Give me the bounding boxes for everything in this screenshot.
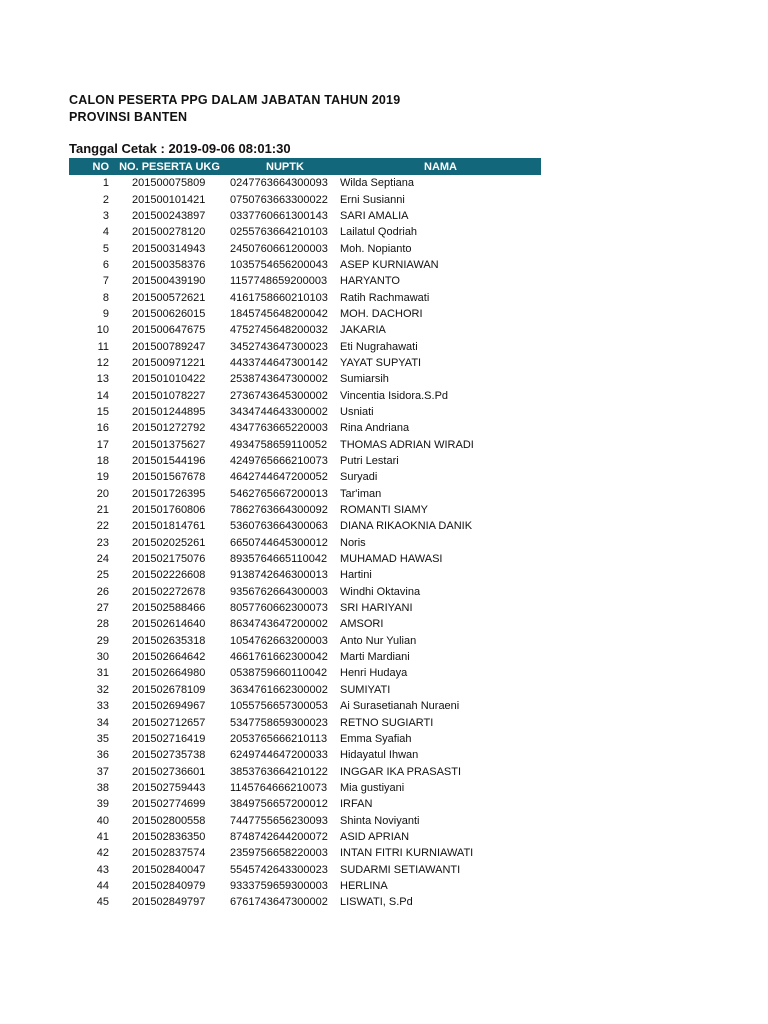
row-name: MOH. DACHORI	[340, 307, 423, 320]
row-nuptk: 3853763664210122	[230, 765, 328, 778]
table-row	[69, 845, 541, 861]
row-ukg-number: 201502226608	[132, 569, 206, 582]
row-ukg-number: 201502588466	[132, 602, 206, 615]
table-row	[69, 861, 541, 877]
row-name: SARI AMALIA	[340, 209, 409, 222]
row-ukg-number: 201502800558	[132, 814, 206, 827]
row-name: SUMIYATI	[340, 683, 391, 696]
row-ukg-number: 201500101421	[132, 193, 206, 206]
row-number: 2	[102, 193, 109, 206]
row-ukg-number: 201500626015	[132, 307, 206, 320]
row-nuptk: 0750763663300022	[230, 193, 328, 206]
row-nuptk: 3849756657200012	[230, 798, 328, 811]
row-name: RETNO SUGIARTI	[340, 716, 434, 729]
row-number: 22	[96, 520, 109, 533]
row-ukg-number: 201500243897	[132, 209, 206, 222]
row-name: JAKARIA	[340, 324, 386, 337]
row-name: THOMAS ADRIAN WIRADI	[340, 438, 474, 451]
document-title: CALON PESERTA PPG DALAM JABATAN TAHUN 2019	[69, 93, 401, 107]
row-nuptk: 2053765666210113	[230, 732, 328, 745]
row-nuptk: 6761743647300002	[230, 896, 328, 909]
row-number: 39	[96, 798, 109, 811]
row-name: Usniati	[340, 405, 374, 418]
row-number: 19	[96, 471, 109, 484]
row-nuptk: 4752745648200032	[230, 324, 328, 337]
row-number: 4	[102, 226, 109, 239]
row-nuptk: 9138742646300013	[230, 569, 328, 582]
row-ukg-number: 201502774699	[132, 798, 206, 811]
row-nuptk: 6650744645300012	[230, 536, 328, 549]
row-nuptk: 8634743647200002	[230, 618, 328, 631]
row-ukg-number: 201502694967	[132, 700, 206, 713]
row-nuptk: 4934758659110052	[230, 438, 328, 451]
row-number: 1	[102, 177, 109, 190]
row-nuptk: 4249765666210073	[230, 455, 328, 468]
row-nuptk: 3634761662300002	[230, 683, 328, 696]
row-ukg-number: 201501272792	[132, 422, 206, 435]
row-ukg-number: 201502025261	[132, 536, 206, 549]
row-name: SRI HARIYANI	[340, 602, 413, 615]
row-ukg-number: 201500314943	[132, 242, 206, 255]
table-row	[69, 306, 541, 322]
row-nuptk: 5545742643300023	[230, 863, 328, 876]
row-number: 17	[96, 438, 109, 451]
row-number: 23	[96, 536, 109, 549]
table-row	[69, 175, 541, 191]
row-number: 15	[96, 405, 109, 418]
row-ukg-number: 201502664980	[132, 667, 206, 680]
row-number: 9	[102, 307, 109, 320]
row-nuptk: 5360763664300063	[230, 520, 328, 533]
table-row	[69, 698, 541, 714]
row-name: Hidayatul Ihwan	[340, 749, 419, 762]
table-row	[69, 453, 541, 469]
row-ukg-number: 201502836350	[132, 830, 206, 843]
row-number: 27	[96, 602, 109, 615]
row-nuptk: 2450760661200003	[230, 242, 328, 255]
row-number: 12	[96, 356, 109, 369]
table-row	[69, 404, 541, 420]
row-name: HARYANTO	[340, 275, 400, 288]
column-header-nama: NAMA	[340, 158, 541, 175]
row-nuptk: 2359756658220003	[230, 847, 328, 860]
row-number: 29	[96, 634, 109, 647]
row-ukg-number: 201500971221	[132, 356, 206, 369]
table-row	[69, 584, 541, 600]
row-ukg-number: 201501375627	[132, 438, 206, 451]
table-row	[69, 894, 541, 910]
row-number: 18	[96, 455, 109, 468]
row-number: 36	[96, 749, 109, 762]
row-number: 8	[102, 291, 109, 304]
row-ukg-number: 201501244895	[132, 405, 206, 418]
row-number: 5	[102, 242, 109, 255]
row-nuptk: 4433744647300142	[230, 356, 328, 369]
table-row	[69, 289, 541, 305]
row-name: Wilda Septiana	[340, 177, 414, 190]
row-number: 25	[96, 569, 109, 582]
row-number: 31	[96, 667, 109, 680]
row-nuptk: 6249744647200033	[230, 749, 328, 762]
row-number: 26	[96, 585, 109, 598]
table-row	[69, 682, 541, 698]
row-number: 11	[97, 340, 109, 353]
row-number: 43	[96, 863, 109, 876]
table-row	[69, 763, 541, 779]
row-name: Noris	[340, 536, 366, 549]
row-number: 35	[96, 732, 109, 745]
row-name: Suryadi	[340, 471, 378, 484]
row-nuptk: 4347763665220003	[230, 422, 328, 435]
row-name: Emma Syafiah	[340, 732, 412, 745]
table-row	[69, 616, 541, 632]
row-ukg-number: 201501567678	[132, 471, 206, 484]
participant-table	[69, 158, 541, 910]
row-nuptk: 0337760661300143	[230, 209, 328, 222]
row-number: 30	[96, 651, 109, 664]
row-ukg-number: 201502664642	[132, 651, 206, 664]
table-row	[69, 437, 541, 453]
row-number: 20	[96, 487, 109, 500]
row-number: 13	[96, 373, 109, 386]
row-nuptk: 1157748659200003	[230, 275, 328, 288]
row-ukg-number: 201502716419	[132, 732, 206, 745]
row-name: Eti Nugrahawati	[340, 340, 418, 353]
row-number: 40	[96, 814, 109, 827]
row-nuptk: 1845745648200042	[230, 307, 328, 320]
row-ukg-number: 201501010422	[132, 373, 206, 386]
row-ukg-number: 201500075809	[132, 177, 206, 190]
table-row	[69, 338, 541, 354]
header-row	[69, 158, 541, 175]
row-nuptk: 2538743647300002	[230, 373, 328, 386]
row-number: 3	[102, 209, 109, 222]
table-row	[69, 780, 541, 796]
row-nuptk: 0538759660110042	[230, 667, 328, 680]
row-ukg-number: 201502735738	[132, 749, 206, 762]
table-row	[69, 829, 541, 845]
row-nuptk: 1145764666210073	[230, 781, 328, 794]
row-number: 21	[96, 504, 109, 517]
row-ukg-number: 201502678109	[132, 683, 206, 696]
row-name: LISWATI, S.Pd	[340, 896, 413, 909]
row-name: Erni Susianni	[340, 193, 405, 206]
table-row	[69, 812, 541, 828]
column-header-no: NO	[69, 158, 109, 175]
row-number: 34	[96, 716, 109, 729]
print-date: Tanggal Cetak : 2019-09-06 08:01:30	[69, 141, 291, 156]
row-ukg-number: 201502849797	[132, 896, 206, 909]
table-row	[69, 600, 541, 616]
row-nuptk: 9356762664300003	[230, 585, 328, 598]
table-row	[69, 273, 541, 289]
row-ukg-number: 201501726395	[132, 487, 206, 500]
row-nuptk: 4642744647200052	[230, 471, 328, 484]
row-nuptk: 4161758660210103	[230, 291, 328, 304]
column-header-ukg: NO. PESERTA UKG	[109, 158, 230, 175]
row-nuptk: 8935764665110042	[230, 553, 328, 566]
row-number: 14	[96, 389, 109, 402]
row-nuptk: 9333759659300003	[230, 879, 328, 892]
document-subtitle: PROVINSI BANTEN	[69, 110, 188, 124]
row-nuptk: 0255763664210103	[230, 226, 328, 239]
table-row	[69, 322, 541, 338]
row-nuptk: 1054762663200003	[230, 634, 328, 647]
row-ukg-number: 201502736601	[132, 765, 206, 778]
row-name: Sumiarsih	[340, 373, 389, 386]
row-name: Windhi Oktavina	[340, 585, 421, 598]
row-number: 32	[96, 683, 109, 696]
table-row	[69, 469, 541, 485]
row-name: Vincentia Isidora.S.Pd	[340, 389, 449, 402]
row-ukg-number: 201502175076	[132, 553, 206, 566]
row-nuptk: 3434744643300002	[230, 405, 328, 418]
table-row	[69, 747, 541, 763]
row-ukg-number: 201500278120	[132, 226, 206, 239]
row-name: Lailatul Qodriah	[340, 226, 418, 239]
row-number: 44	[96, 879, 109, 892]
row-name: Marti Mardiani	[340, 651, 410, 664]
table-body	[69, 175, 541, 910]
table-row	[69, 665, 541, 681]
row-ukg-number: 201500358376	[132, 258, 206, 271]
row-name: ASEP KURNIAWAN	[340, 258, 439, 271]
table-row	[69, 518, 541, 534]
row-name: AMSORI	[340, 618, 384, 631]
row-name: Tar'iman	[340, 487, 382, 500]
row-name: Henri Hudaya	[340, 667, 408, 680]
row-name: Anto Nur Yulian	[340, 634, 417, 647]
row-name: Rina Andriana	[340, 422, 410, 435]
table-header	[69, 158, 541, 175]
table-row	[69, 224, 541, 240]
row-nuptk: 2736743645300002	[230, 389, 328, 402]
table-row	[69, 502, 541, 518]
row-name: YAYAT SUPYATI	[340, 356, 422, 369]
table-row	[69, 420, 541, 436]
table-row	[69, 240, 541, 256]
table-row	[69, 257, 541, 273]
row-name: SUDARMI SETIAWANTI	[340, 863, 461, 876]
table-row	[69, 878, 541, 894]
row-nuptk: 7447755656230093	[230, 814, 328, 827]
row-number: 6	[102, 258, 109, 271]
row-ukg-number: 201502635318	[132, 634, 206, 647]
row-number: 41	[96, 830, 109, 843]
table-row	[69, 191, 541, 207]
row-name: ASID APRIAN	[340, 830, 410, 843]
table-row	[69, 714, 541, 730]
row-ukg-number: 201500439190	[132, 275, 206, 288]
row-ukg-number: 201501078227	[132, 389, 206, 402]
row-ukg-number: 201502840979	[132, 879, 206, 892]
row-name: MUHAMAD HAWASI	[340, 553, 443, 566]
row-nuptk: 5462765667200013	[230, 487, 328, 500]
row-ukg-number: 201502614640	[132, 618, 206, 631]
table-row	[69, 387, 541, 403]
row-name: INGGAR IKA PRASASTI	[340, 765, 462, 778]
row-number: 28	[96, 618, 109, 631]
row-ukg-number: 201502712657	[132, 716, 206, 729]
row-nuptk: 8057760662300073	[230, 602, 328, 615]
row-ukg-number: 201500647675	[132, 324, 206, 337]
row-number: 33	[96, 700, 109, 713]
row-number: 38	[96, 781, 109, 794]
row-number: 10	[96, 324, 109, 337]
table-row	[69, 535, 541, 551]
row-nuptk: 1035754656200043	[230, 258, 328, 271]
table-row	[69, 551, 541, 567]
row-nuptk: 4661761662300042	[230, 651, 328, 664]
row-nuptk: 7862763664300092	[230, 504, 328, 517]
row-ukg-number: 201502840047	[132, 863, 206, 876]
column-header-nuptk: NUPTK	[230, 158, 340, 175]
row-name: INTAN FITRI KURNIAWATI	[340, 847, 474, 860]
row-ukg-number: 201501760806	[132, 504, 206, 517]
table-row	[69, 567, 541, 583]
row-name: Shinta Noviyanti	[340, 814, 420, 827]
table-row	[69, 796, 541, 812]
row-name: HERLINA	[340, 879, 388, 892]
row-number: 42	[96, 847, 109, 860]
row-name: Moh. Nopianto	[340, 242, 412, 255]
row-ukg-number: 201501814761	[132, 520, 206, 533]
row-name: DIANA RIKAOKNIA DANIK	[340, 520, 473, 533]
table-row	[69, 486, 541, 502]
row-nuptk: 3452743647300023	[230, 340, 328, 353]
row-nuptk: 5347758659300023	[230, 716, 328, 729]
row-ukg-number: 201502759443	[132, 781, 206, 794]
row-number: 45	[96, 896, 109, 909]
row-number: 16	[96, 422, 109, 435]
row-name: IRFAN	[340, 798, 373, 811]
row-name: Hartini	[340, 569, 372, 582]
table-row	[69, 355, 541, 371]
row-nuptk: 0247763664300093	[230, 177, 328, 190]
row-ukg-number: 201500789247	[132, 340, 206, 353]
row-nuptk: 1055756657300053	[230, 700, 328, 713]
table-row	[69, 633, 541, 649]
table-row	[69, 208, 541, 224]
row-number: 7	[102, 275, 109, 288]
row-name: Ai Surasetianah Nuraeni	[340, 700, 460, 713]
row-name: Ratih Rachmawati	[340, 291, 430, 304]
row-name: ROMANTI SIAMY	[340, 504, 429, 517]
row-nuptk: 8748742644200072	[230, 830, 328, 843]
row-number: 37	[96, 765, 109, 778]
row-ukg-number: 201502272678	[132, 585, 206, 598]
row-ukg-number: 201500572621	[132, 291, 206, 304]
row-ukg-number: 201501544196	[132, 455, 206, 468]
table-row	[69, 649, 541, 665]
table-row	[69, 731, 541, 747]
table-row	[69, 371, 541, 387]
row-name: Mia gustiyani	[340, 781, 405, 794]
row-ukg-number: 201502837574	[132, 847, 206, 860]
row-name: Putri Lestari	[340, 455, 399, 468]
row-number: 24	[96, 553, 109, 566]
